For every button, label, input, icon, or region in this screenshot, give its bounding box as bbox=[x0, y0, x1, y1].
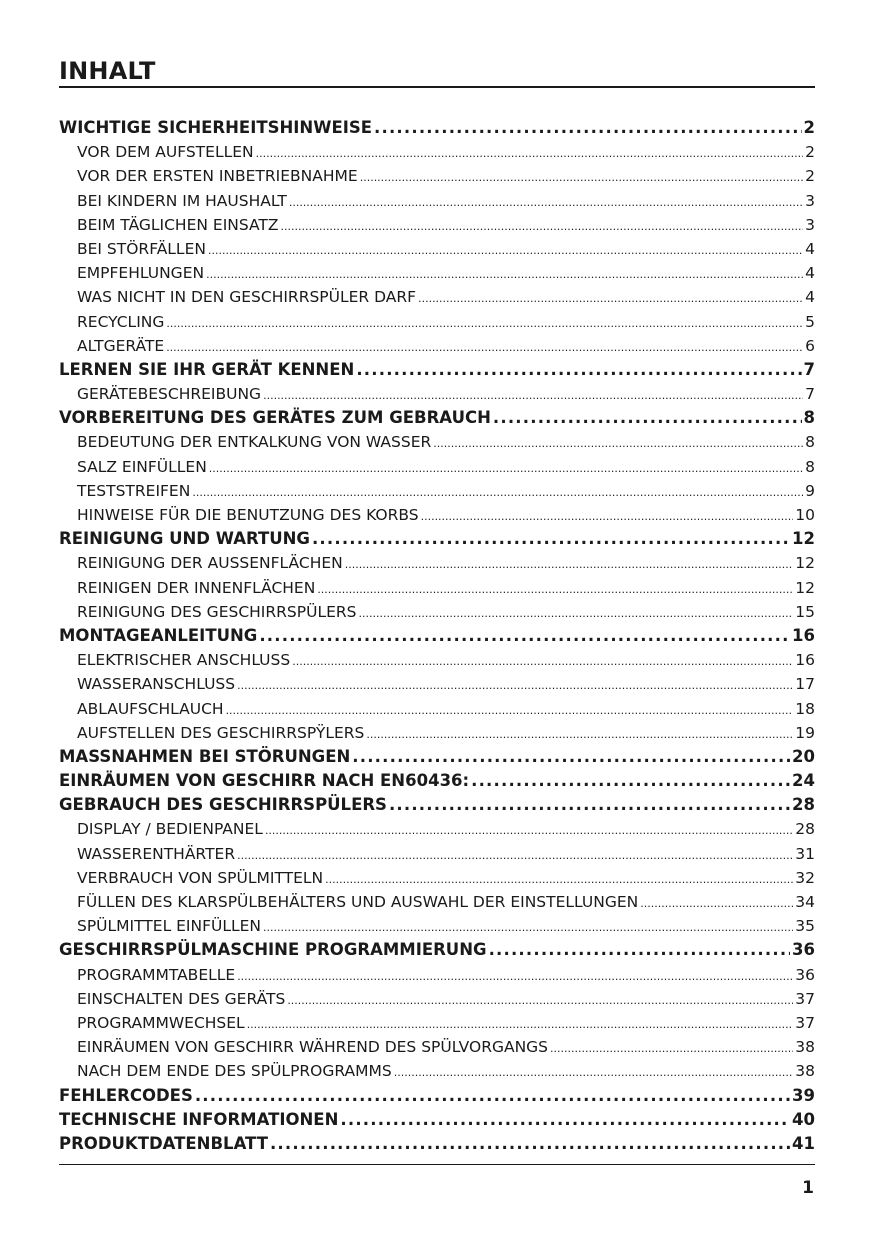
toc-entry-label: REINIGUNG DER AUSSENFLÄCHEN bbox=[77, 554, 343, 573]
toc-entry-page-number: 5 bbox=[805, 312, 815, 331]
toc-entry-page-number: 19 bbox=[795, 723, 815, 742]
toc-entry-label: HINWEISE FÜR DIE BENUTZUNG DES KORBS bbox=[77, 506, 419, 524]
toc-entry-label: EINRÄUMEN VON GESCHIRR WÄHREND DES SPÜLVORGANGS bbox=[77, 1038, 549, 1057]
dot-leader bbox=[166, 336, 803, 360]
toc-entry-page-number: 12 bbox=[795, 578, 815, 597]
dot-leader bbox=[394, 1061, 794, 1085]
toc-entry-page-number: 2 bbox=[805, 143, 815, 162]
dot-leader bbox=[280, 215, 803, 239]
toc-entry-label: DISPLAY / BEDIENPANEL bbox=[77, 820, 263, 839]
toc-entry-label: PRODUKTDATENBLATT bbox=[59, 1133, 268, 1153]
toc-subsection-entry[interactable] bbox=[59, 382, 815, 406]
toc-subsection-entry[interactable] bbox=[59, 164, 815, 188]
dot-leader bbox=[345, 553, 794, 577]
dot-leader bbox=[550, 1037, 793, 1061]
toc-entry-page-number: 35 bbox=[795, 917, 815, 936]
toc-entry-label: EMPFEHLUNGEN bbox=[77, 264, 205, 283]
toc-subsection-entry[interactable] bbox=[59, 334, 815, 358]
toc-subsection-entry[interactable] bbox=[59, 455, 815, 479]
toc-subsection-entry[interactable] bbox=[59, 721, 815, 745]
toc-entry-page-number: 6 bbox=[805, 336, 815, 355]
dot-leader bbox=[418, 287, 803, 311]
toc-entry-label: EINSCHALTEN DES GERÄTS bbox=[77, 989, 286, 1008]
toc-entry-label: LERNEN SIE IHR GERÄT KENNEN bbox=[59, 359, 355, 379]
dot-leader bbox=[325, 868, 793, 892]
toc-subsection-entry[interactable] bbox=[59, 1059, 815, 1083]
toc-entry-page-number: 38 bbox=[795, 1062, 815, 1081]
toc-entry-page-number: 3 bbox=[805, 191, 815, 210]
toc-entry-page-number: 17 bbox=[795, 675, 815, 694]
dot-leader bbox=[208, 239, 803, 263]
toc-subsection-entry[interactable] bbox=[59, 213, 815, 237]
dot-leader bbox=[421, 505, 794, 529]
table-of-contents bbox=[59, 116, 815, 1156]
toc-entry-label: GERÄTEBESCHREIBUNG bbox=[77, 385, 262, 404]
toc-entry-page-number: 37 bbox=[795, 989, 815, 1008]
toc-entry-page-number: 8 bbox=[805, 457, 815, 476]
toc-entry-label: AUFSTELLEN DES GESCHIRRSPŸLERS bbox=[77, 723, 365, 742]
toc-section-entry[interactable] bbox=[59, 624, 815, 648]
toc-entry-label: SPÜLMITTEL EINFÜLLEN bbox=[77, 917, 262, 936]
toc-section-entry[interactable] bbox=[59, 527, 815, 551]
dot-leader bbox=[192, 481, 803, 505]
dot-leader bbox=[265, 819, 793, 843]
toc-subsection-entry[interactable] bbox=[59, 551, 815, 575]
page-number: 1 bbox=[802, 1178, 814, 1198]
toc-subsection-entry[interactable] bbox=[59, 140, 815, 164]
toc-section-entry[interactable] bbox=[59, 406, 815, 430]
toc-subsection-entry[interactable] bbox=[59, 842, 815, 866]
toc-subsection-entry[interactable] bbox=[59, 310, 815, 334]
toc-subsection-entry[interactable] bbox=[59, 237, 815, 261]
toc-entry-label: REINIGEN DER INNENFLÄCHEN bbox=[77, 578, 316, 597]
toc-entry-label: WAS NICHT IN DEN GESCHIRRSPÜLER DARF bbox=[77, 288, 417, 307]
toc-entry-page-number: 24 bbox=[792, 771, 815, 791]
toc-entry-label: VORBEREITUNG DES GERÄTES ZUM GEBRAUCH bbox=[59, 408, 491, 428]
dot-leader bbox=[340, 1108, 790, 1132]
toc-entry-page-number: 4 bbox=[805, 288, 815, 307]
dot-leader bbox=[166, 312, 803, 336]
toc-section-entry[interactable] bbox=[59, 1084, 815, 1108]
toc-section-entry[interactable] bbox=[59, 793, 815, 817]
toc-entry-page-number: 20 bbox=[792, 746, 815, 766]
dot-leader bbox=[289, 191, 803, 215]
toc-section-entry[interactable] bbox=[59, 1132, 815, 1156]
toc-entry-label: PROGRAMMTABELLE bbox=[77, 965, 236, 984]
dot-leader bbox=[358, 602, 793, 626]
toc-subsection-entry[interactable] bbox=[59, 503, 815, 527]
toc-entry-label: WASSERENTHÄRTER bbox=[77, 844, 236, 863]
toc-entry-label: MASSNAHMEN BEI STÖRUNGEN bbox=[59, 746, 351, 766]
toc-section-entry[interactable] bbox=[59, 938, 815, 962]
toc-entry-page-number: 37 bbox=[795, 1013, 815, 1032]
dot-leader bbox=[352, 745, 790, 769]
dot-leader bbox=[247, 1013, 794, 1037]
toc-entry-page-number: 12 bbox=[795, 554, 815, 573]
toc-entry-label: VOR DEM AUFSTELLEN bbox=[77, 143, 254, 162]
toc-subsection-entry[interactable] bbox=[59, 890, 815, 914]
toc-entry-label: BEIM TÄGLICHEN EINSATZ bbox=[77, 215, 279, 234]
toc-entry-page-number: 16 bbox=[795, 651, 815, 670]
dot-leader bbox=[292, 650, 793, 674]
dot-leader bbox=[226, 699, 794, 723]
dot-leader bbox=[256, 142, 804, 166]
toc-subsection-entry[interactable] bbox=[59, 648, 815, 672]
dot-leader bbox=[433, 432, 803, 456]
dot-leader bbox=[237, 844, 793, 868]
toc-subsection-entry[interactable] bbox=[59, 963, 815, 987]
toc-entry-label: PROGRAMMWECHSEL bbox=[77, 1013, 245, 1032]
dot-leader bbox=[312, 527, 790, 551]
toc-subsection-entry[interactable] bbox=[59, 261, 815, 285]
toc-subsection-entry[interactable] bbox=[59, 189, 815, 213]
toc-entry-label: SALZ EINFÜLLEN bbox=[77, 457, 207, 476]
toc-subsection-entry[interactable] bbox=[59, 479, 815, 503]
toc-entry-page-number: 41 bbox=[792, 1133, 815, 1153]
toc-entry-label: BEI STÖRFÄLLEN bbox=[77, 239, 206, 258]
toc-entry-page-number: 28 bbox=[792, 795, 815, 815]
toc-entry-page-number: 34 bbox=[795, 893, 815, 911]
toc-entry-label: TESTSTREIFEN bbox=[77, 481, 191, 500]
dot-leader bbox=[389, 793, 790, 817]
toc-section-entry[interactable] bbox=[59, 745, 815, 769]
toc-entry-label: VERBRAUCH VON SPÜLMITTELN bbox=[77, 868, 324, 887]
toc-entry-label: BEDEUTUNG DER ENTKALKUNG VON WASSER bbox=[77, 433, 432, 452]
dot-leader bbox=[489, 938, 790, 962]
toc-entry-page-number: 2 bbox=[805, 167, 815, 186]
toc-entry-label: TECHNISCHE INFORMATIONEN bbox=[59, 1109, 339, 1129]
toc-entry-page-number: 9 bbox=[805, 481, 815, 500]
toc-entry-page-number: 8 bbox=[803, 408, 815, 428]
toc-entry-page-number: 32 bbox=[795, 868, 815, 887]
toc-entry-page-number: 12 bbox=[792, 529, 815, 549]
toc-entry-page-number: 7 bbox=[803, 359, 815, 379]
toc-entry-page-number: 28 bbox=[795, 820, 815, 839]
dot-leader bbox=[263, 916, 793, 940]
toc-entry-label: WICHTIGE SICHERHEITSHINWEISE bbox=[59, 118, 373, 137]
toc-entry-label: NACH DEM ENDE DES SPÜLPROGRAMMS bbox=[77, 1062, 392, 1081]
dot-leader bbox=[317, 578, 793, 602]
dot-leader bbox=[206, 263, 803, 287]
toc-entry-label: REINIGUNG UND WARTUNG bbox=[59, 529, 310, 549]
toc-entry-page-number: 2 bbox=[803, 118, 815, 137]
dot-leader bbox=[374, 116, 802, 140]
page-title: INHALT bbox=[59, 57, 156, 85]
toc-entry-label: FEHLERCODES bbox=[59, 1085, 193, 1105]
toc-entry-label: EINRÄUMEN VON GESCHIRR NACH EN60436: bbox=[59, 771, 470, 791]
toc-entry-label: WASSERANSCHLUSS bbox=[77, 675, 236, 694]
dot-leader bbox=[287, 989, 793, 1013]
toc-entry-page-number: 18 bbox=[795, 699, 815, 718]
toc-entry-page-number: 36 bbox=[792, 940, 815, 960]
toc-subsection-entry[interactable] bbox=[59, 600, 815, 624]
toc-subsection-entry[interactable] bbox=[59, 914, 815, 938]
toc-entry-label: FÜLLEN DES KLARSPÜLBEHÄLTERS UND AUSWAHL DER EINSTELLUNGEN bbox=[77, 893, 639, 911]
toc-subsection-entry[interactable] bbox=[59, 430, 815, 454]
toc-subsection-entry[interactable] bbox=[59, 697, 815, 721]
toc-entry-page-number: 7 bbox=[805, 385, 815, 404]
toc-subsection-entry[interactable] bbox=[59, 866, 815, 890]
dot-leader bbox=[195, 1084, 790, 1108]
toc-entry-page-number: 10 bbox=[795, 506, 815, 524]
toc-subsection-entry[interactable] bbox=[59, 672, 815, 696]
toc-entry-page-number: 38 bbox=[795, 1038, 815, 1057]
dot-leader bbox=[493, 406, 802, 430]
toc-subsection-entry[interactable] bbox=[59, 987, 815, 1011]
toc-entry-page-number: 36 bbox=[795, 965, 815, 984]
toc-entry-label: ELEKTRISCHER ANSCHLUSS bbox=[77, 651, 291, 670]
footer-divider bbox=[59, 1164, 815, 1165]
dot-leader bbox=[270, 1132, 790, 1156]
toc-entry-page-number: 39 bbox=[792, 1085, 815, 1105]
toc-subsection-entry[interactable] bbox=[59, 1011, 815, 1035]
dot-leader bbox=[366, 723, 793, 747]
toc-entry-label: GESCHIRRSPÜLMASCHINE PROGRAMMIERUNG bbox=[59, 940, 487, 960]
toc-section-entry[interactable] bbox=[59, 1108, 815, 1132]
toc-entry-page-number: 16 bbox=[792, 625, 815, 645]
toc-entry-page-number: 4 bbox=[805, 239, 815, 258]
toc-section-entry[interactable] bbox=[59, 358, 815, 382]
dot-leader bbox=[237, 965, 793, 989]
dot-leader bbox=[237, 674, 793, 698]
toc-entry-label: ALTGERÄTE bbox=[77, 336, 165, 355]
toc-entry-page-number: 40 bbox=[792, 1109, 815, 1129]
toc-section-entry[interactable] bbox=[59, 116, 815, 140]
toc-entry-label: MONTAGEANLEITUNG bbox=[59, 625, 258, 645]
toc-entry-label: REINIGUNG DES GESCHIRRSPÜLERS bbox=[77, 602, 357, 621]
dot-leader bbox=[263, 384, 803, 408]
dot-leader bbox=[360, 166, 803, 190]
toc-subsection-entry[interactable] bbox=[59, 1035, 815, 1059]
toc-entry-label: RECYCLING bbox=[77, 312, 165, 331]
toc-entry-page-number: 3 bbox=[805, 215, 815, 234]
toc-entry-page-number: 15 bbox=[795, 602, 815, 621]
toc-entry-label: GEBRAUCH DES GESCHIRRSPÜLERS bbox=[59, 795, 387, 815]
toc-subsection-entry[interactable] bbox=[59, 576, 815, 600]
toc-entry-label: VOR DER ERSTEN INBETRIEBNAHME bbox=[77, 167, 358, 186]
toc-section-entry[interactable] bbox=[59, 769, 815, 793]
toc-entry-label: ABLAUFSCHLAUCH bbox=[77, 699, 224, 718]
title-divider bbox=[59, 86, 815, 88]
toc-entry-page-number: 8 bbox=[805, 433, 815, 452]
dot-leader bbox=[356, 358, 801, 382]
toc-subsection-entry[interactable] bbox=[59, 817, 815, 841]
toc-entry-page-number: 4 bbox=[805, 264, 815, 283]
dot-leader bbox=[209, 457, 803, 481]
dot-leader bbox=[640, 892, 793, 916]
toc-entry-page-number: 31 bbox=[795, 844, 815, 863]
toc-entry-label: BEI KINDERN IM HAUSHALT bbox=[77, 191, 287, 210]
toc-subsection-entry[interactable] bbox=[59, 285, 815, 309]
dot-leader bbox=[471, 769, 790, 793]
dot-leader bbox=[259, 624, 790, 648]
